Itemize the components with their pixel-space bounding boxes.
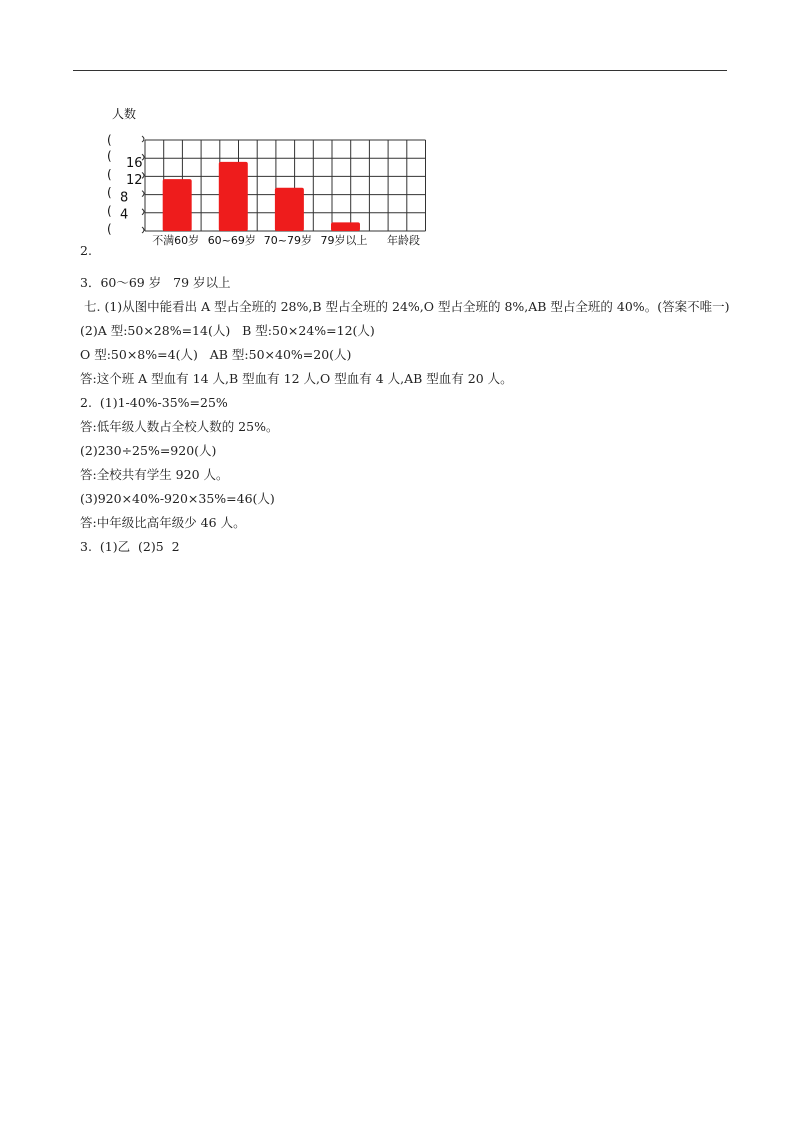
- y-blank-tick: (: [107, 185, 112, 200]
- y-tick-label: 16: [126, 155, 143, 171]
- answer-line: 3．60～69 岁 79 岁以上: [80, 275, 231, 290]
- answer-line: 答:全校共有学生 920 人。: [80, 467, 229, 482]
- y-axis-label: 人数: [112, 107, 137, 121]
- bar-60~69岁: [219, 162, 248, 231]
- x-category-label: 70~79岁: [263, 234, 313, 247]
- y-blank-tick: (: [107, 222, 112, 236]
- answer-line: 七. (1)从图中能看出 A 型占全班的 28%,B 型占全班的 24%,O 型占全班的 8%,AB 型占全班的 40%。(答案不唯一): [84, 299, 730, 314]
- axis-tick-mark: [142, 227, 144, 233]
- y-tick-label: 12: [126, 173, 143, 189]
- header-rule: [73, 70, 727, 71]
- y-blank-tick: (: [107, 149, 112, 164]
- chart-bars: [163, 162, 360, 231]
- bar-不满60岁: [163, 179, 192, 231]
- chart-svg: [100, 98, 420, 248]
- axis-tick-mark: [142, 136, 144, 142]
- answer-line: 答:这个班 A 型血有 14 人,B 型血有 12 人,O 型血有 4 人,AB 型血有 20 人。: [80, 371, 513, 386]
- answer-line: (3)920×40%-920×35%=46(人): [80, 491, 275, 506]
- x-category-label: 不满60岁: [152, 234, 200, 247]
- y-tick-label: 8: [120, 190, 129, 206]
- x-axis-label: 年龄段: [387, 234, 420, 247]
- answer-line: (2)230÷25%=920(人): [80, 443, 217, 458]
- y-blank-tick: (: [107, 133, 112, 147]
- answer-line: 答:中年级比高年级少 46 人。: [80, 515, 246, 530]
- x-category-label: 79岁以上: [320, 234, 368, 247]
- answer-line: 3. (1)乙 (2)5 2: [80, 539, 180, 554]
- question-2-label: 2.: [80, 243, 92, 258]
- answer-line: 答:低年级人数占全校人数的 25%。: [80, 419, 279, 434]
- bar-79岁以上: [331, 222, 360, 231]
- x-category-label: 60~69岁: [207, 234, 256, 247]
- y-blank-tick: (: [107, 167, 112, 182]
- age-bar-chart: [100, 98, 420, 248]
- answer-line: (2)A 型:50×28%=14(人) B 型:50×24%=12(人): [80, 323, 375, 338]
- y-blank-tick: (: [107, 203, 112, 218]
- bar-70~79岁: [275, 188, 304, 231]
- answer-line: 2. (1)1-40%-35%=25%: [80, 395, 228, 410]
- answer-line: O 型:50×8%=4(人) AB 型:50×40%=20(人): [80, 347, 352, 362]
- answer-lines: [80, 271, 740, 559]
- y-tick-label: 4: [120, 207, 129, 223]
- axis-tick-mark: [142, 191, 144, 197]
- axis-tick-mark: [142, 209, 144, 215]
